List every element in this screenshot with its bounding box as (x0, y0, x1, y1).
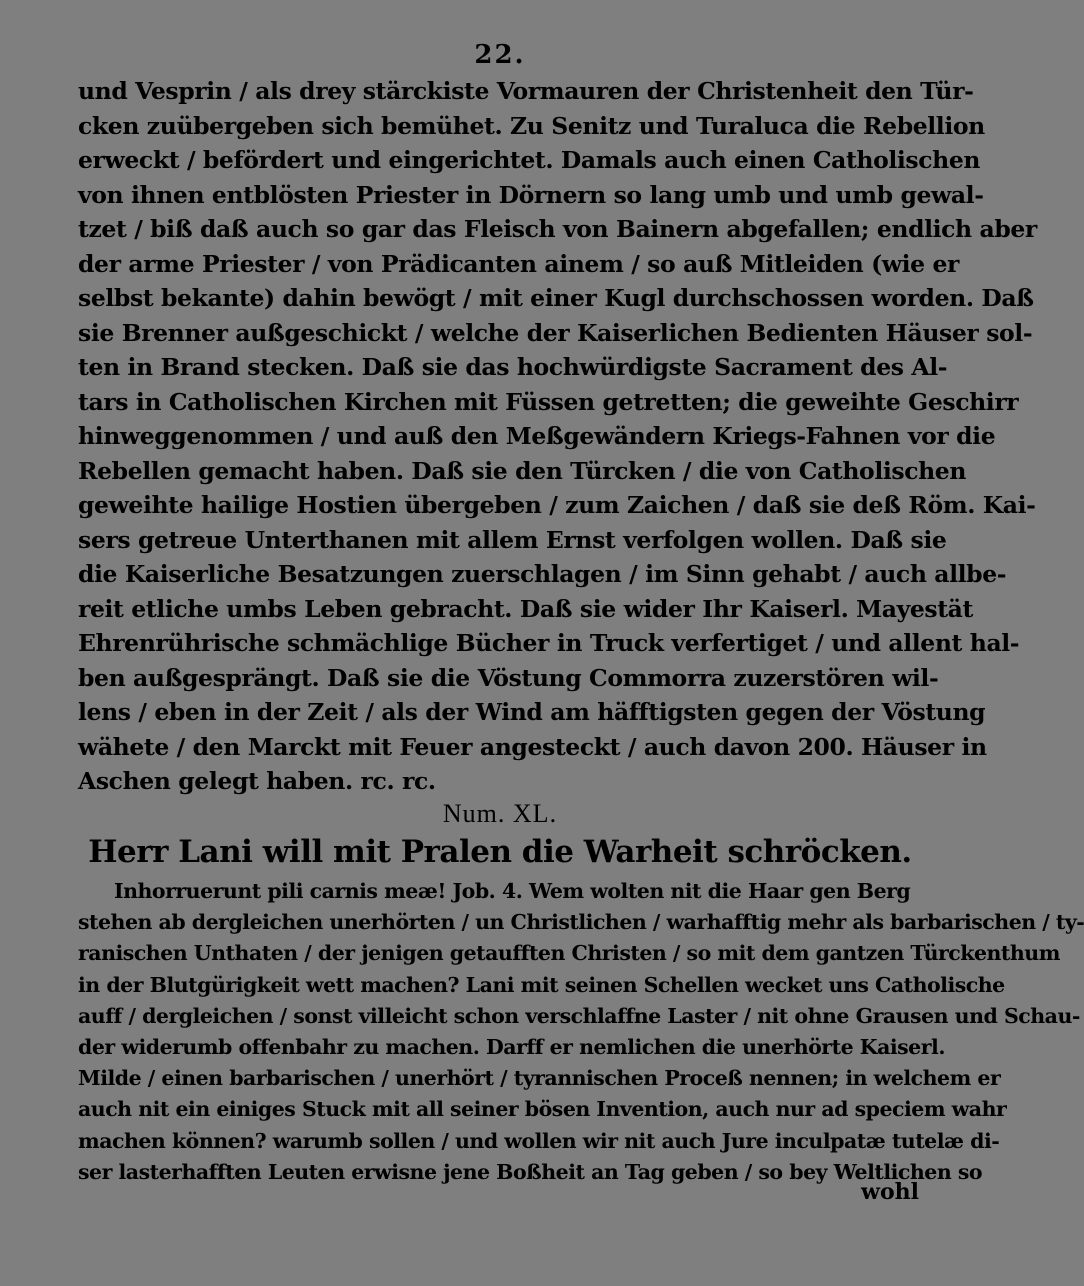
text-line: sie Brenner außgeschickt / welche der Kaiserlichen Bedienten Häuser sol- (78, 318, 1033, 347)
text-line: sers getreue Unterthanen mit allem Ernst verfolgen wollen. Daß sie (78, 525, 947, 554)
text-line: ten in Brand stecken. Daß sie das hochwürdigste Sacrament des Al- (78, 353, 948, 381)
text-line: wähete / den Marckt mit Feuer angesteckt / auch davon 200. Häuser in (78, 732, 987, 761)
text-line: hinweggenommen / und auß den Meßgewändern Kriegs-Fahnen vor die (78, 422, 996, 450)
text-line: auch nit ein einiges Stuck mit all seiner bösen Invention, auch nur ad speciem wahr (78, 1097, 1007, 1122)
text-line: Aschen gelegt haben. rc. rc. (78, 767, 436, 795)
text-line: tzet / biß daß auch so gar das Fleisch von Bainern abgefallen; endlich aber (78, 215, 1037, 243)
text-line: Ehrenrührische schmächlige Bücher in Truck verfertiget / und allent hal- (78, 629, 1020, 657)
section-number: Num. XL. (442, 799, 558, 828)
text-line: der widerumb offenbahr zu machen. Darff er nemlichen die unerhörte Kaiserl. (78, 1034, 945, 1059)
paragraph-2 (78, 876, 1084, 1188)
text-line: Milde / einen barbarischen / unerhört / tyrannischen Proceß nennen; in welchem er (78, 1066, 1001, 1091)
text-line: lens / eben in der Zeit / als der Wind am häfftigsten gegen der Vöstung (78, 698, 986, 726)
text-line: reit etliche umbs Leben gebracht. Daß sie wider Ihr Kaiserl. Mayestät (78, 594, 973, 623)
text-line: ben außgesprängt. Daß sie die Vöstung Commorra zuzerstören wil- (78, 663, 939, 692)
text-line: tars in Catholischen Kirchen mit Füssen getretten; die geweihte Geschirr (78, 387, 1019, 416)
text-line: in der Blutgürigkeit wett machen? Lani mit seinen Schellen wecket uns Catholische (78, 972, 1005, 997)
text-line: ranischen Unthaten / der jenigen getaufften Christen / so mit dem gantzen Türckenthum (78, 941, 1060, 966)
page-number: 22. (474, 40, 526, 70)
text-line: die Kaiserliche Besatzungen zuerschlagen / im Sinn gehabt / auch allbe- (78, 560, 1007, 588)
text-line: geweihte hailige Hostien übergeben / zum Zaichen / daß sie deß Röm. Kai- (78, 491, 1036, 519)
text-line: machen können? warumb sollen / und wollen wir nit auch Jure inculpatæ tutelæ di- (78, 1128, 1000, 1153)
text-line: selbst bekante) dahin bewögt / mit einer Kugl durchschossen worden. Daß (78, 284, 1034, 312)
text-line: cken zuübergeben sich bemühet. Zu Senitz und Turaluca die Rebellion (78, 111, 985, 140)
text-line: und Vesprin / als drey stärckiste Vormauren der Christenheit den Tür- (78, 77, 974, 105)
text-line: Rebellen gemacht haben. Daß sie den Türcken / die von Catholischen (78, 456, 967, 485)
catchword: wohl (861, 1179, 919, 1205)
text-line: der arme Priester / von Prädicanten ainem / so auß Mitleiden (wie er (78, 249, 960, 278)
text-line: auff / dergleichen / sonst villeicht schon verschlaffne Laster / nit ohne Grausen und Schau- (78, 1003, 1080, 1028)
section-title: Herr Lani will mit Pralen die Warheit schröcken. (88, 834, 912, 870)
text-line: Inhorruerunt pili carnis meæ! Job. 4. Wem wolten nit die Haar gen Berg (114, 879, 911, 903)
text-line: stehen ab dergleichen unerhörten / un Christlichen / warhafftig mehr als barbarischen / ty- (78, 910, 1084, 935)
paragraph-1 (78, 74, 1037, 799)
text-line: erweckt / befördert und eingerichtet. Damals auch einen Catholischen (78, 146, 981, 174)
text-line: ser lasterhafften Leuten erwisne jene Boßheit an Tag geben / so bey Weltlichen so (78, 1159, 983, 1184)
text-line: von ihnen entblösten Priester in Dörnern so lang umb und umb gewal- (78, 180, 984, 209)
